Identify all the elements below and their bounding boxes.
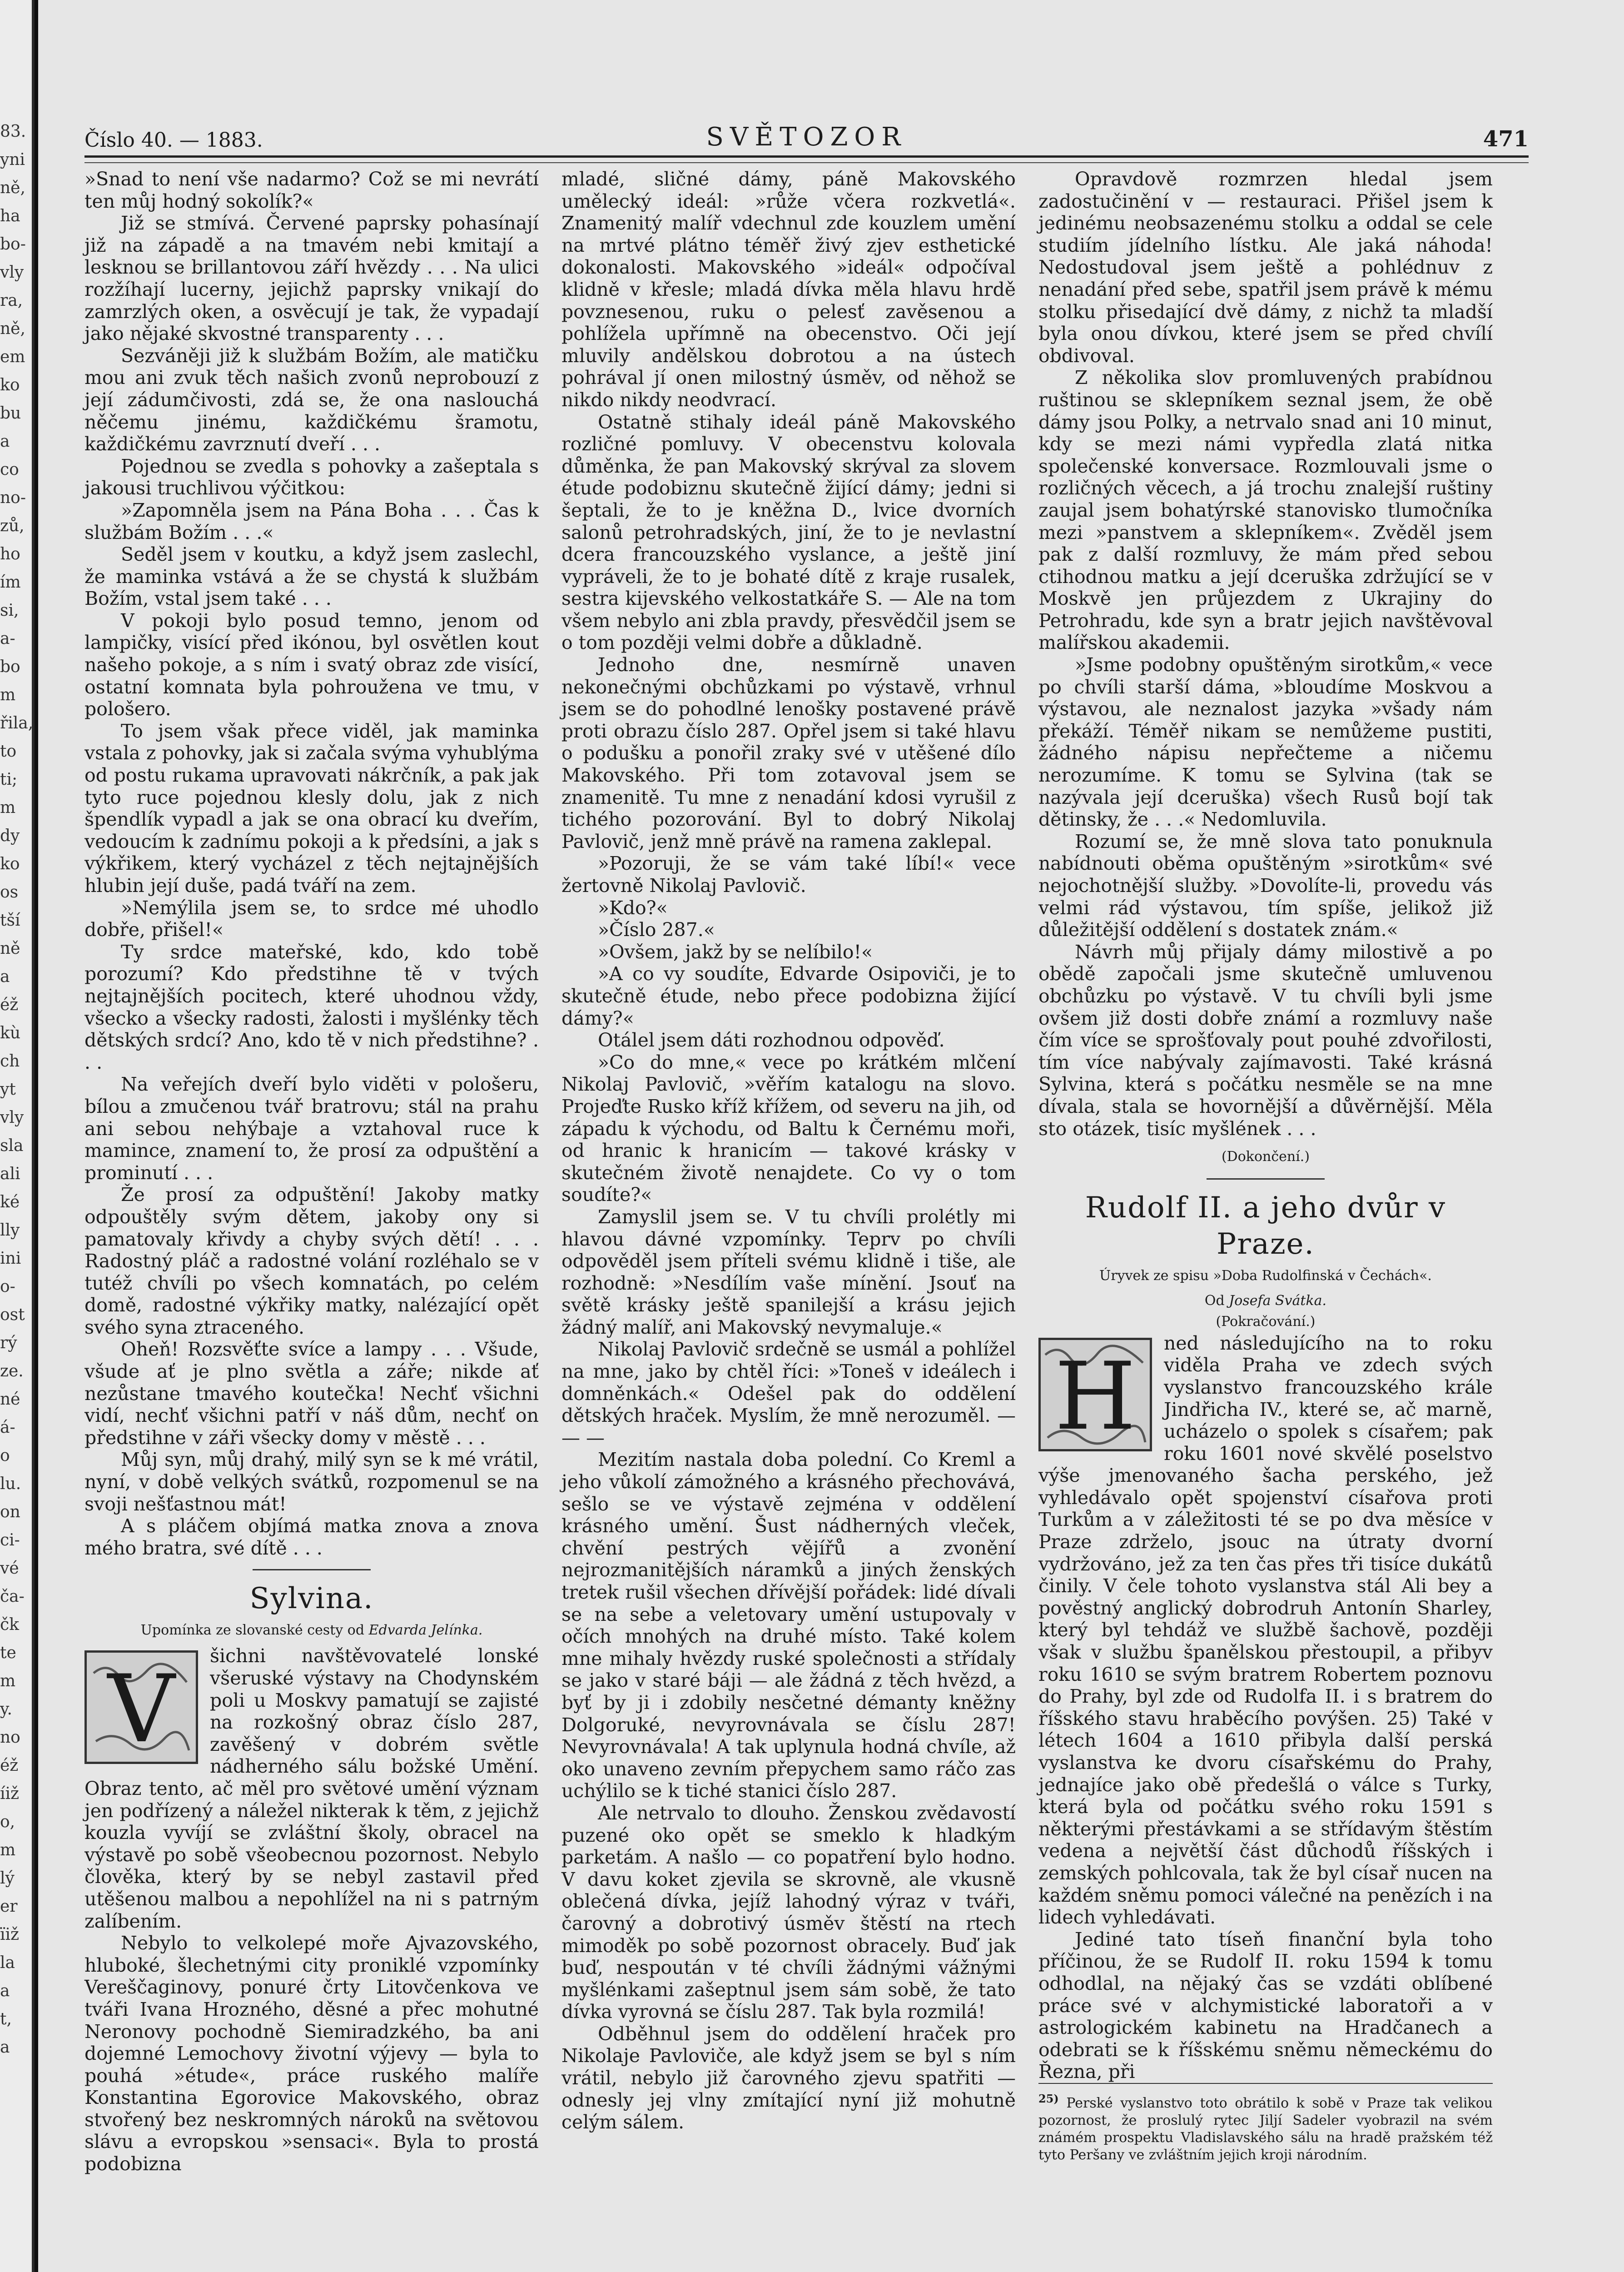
edge-fragment: ně <box>0 939 20 958</box>
edge-fragment: a <box>0 967 10 986</box>
paragraph: »Jsme podobny opuštěným sirotkům,« vece po chvíli starší dáma, »bloudíme Moskvou a výstavou, ale neznalost jazyka »všady nám překáží. Téměř nikam se nemůžeme pustiti, žádného nápisu nepřečteme a ničemu nerozumíme. K tomu se Sylvina (tak se nazývala její dceruška) všech Rusů bojí tak dětinsky, že . . .« Nedomluvila. <box>1038 654 1493 831</box>
journal-title: SVĚTOZOR <box>706 122 907 152</box>
edge-fragment: rý <box>0 1334 17 1352</box>
to-be-concluded: (Dokončení.) <box>1221 1149 1310 1165</box>
paragraph: Oheň! Rozsvěťte svíce a lampy . . . Všude, všude ať je plno světla a záře; nikde ať nezůstane tmavého koutečka! Nechť všichni vidí, nechť všichni patří v náš dům, nechť on předstihne v záři všecky domy v městě . . . <box>84 1338 539 1449</box>
sylvina-subtitle-text: Upomínka ze slovanské cesty od <box>140 1622 365 1639</box>
edge-fragment: á- <box>0 1418 15 1437</box>
paragraph: Jediné tato tíseň finanční byla toho příčinou, že se Rudolf II. roku 1594 k tomu odhodlal, na nějaký čas se vzdáti oblíbené práce své v alchymistické laboratoři a v astrologickém kabinetu na Hradčanech a odebrati se k říšskému sněmu německému do Řezna, při <box>1038 1928 1493 2083</box>
paragraph: Že prosí za odpuštění! Jakoby matky odpouštěly svým dětem, jakoby ony si pamatovaly křivdy a chyby svých dětí! . . . Radostný pláč a radostné volání rozléhalo se v tutéž chvíli po všech komnatách, po celém domě, radostné výkřiky matky, nalézající opět svého syna ztraceného. <box>84 1184 539 1338</box>
paragraph: Jednoho dne, nesmírně unaven nekonečnými obchůzkami po výstavě, vrhnul jsem se do pohodlné lenošky postavené právě proti obrazu číslo 287. Opřel jsem si také hlavu o podušku a ponořil zraky své v utěšené dílo Makovského. Při tom zotavoval jsem se znamenitě. Tu mne z nenadání kdosi vyrušil z tichého pozorování. Byl to dobrý Nikolaj Pavlovič, jenž mně právě na ramena zaklepal. <box>561 654 1016 852</box>
paragraph: Pojednou se zvedla s pohovky a zašeptala s jakousi truchlivou výčitkou: <box>84 455 539 499</box>
edge-fragment: ini <box>0 1249 21 1268</box>
edge-fragment: tší <box>0 911 20 930</box>
paragraph: »Nemýlila jsem se, to srdce mé uhodlo dobře, přišel!« <box>84 897 539 941</box>
edge-fragment: o- <box>0 1277 15 1296</box>
edge-fragment: éž <box>0 1756 19 1775</box>
paragraph: A s pláčem objímá matka znova a znova mého bratra, své dítě . . . <box>84 1515 539 1559</box>
edge-fragment: ně, <box>0 179 25 197</box>
section-divider <box>253 1569 371 1570</box>
edge-fragment: yt <box>0 1080 16 1099</box>
paragraph: »Co do mne,« vece po krátkém mlčení Nikolaj Pavlovič, »věřím katalogu na slovo. Projeďte Rusko kříž křížem, od severu na jih, od západu k východu, od Baltu k Černému moři, od hranic k hranicím — takové krásky v skutečném životě nenajdete. Co vy o tom soudíte?« <box>561 1051 1016 1206</box>
paragraph: To jsem však přece viděl, jak maminka vstala z pohovky, jak si začala svýma vyhublýma od postu rukama upravovati nákrčník, a pak jak tyto ruce pojednou klesly dolu, jak z nich špendlík vypadl a jak se ona obrací ku dveřím, vedoucím k zadnímu pokoji a k předsíni, a jak s výkřikem, který vycházel z těch nejtajnějších hlubin její duše, padá tváří na zem. <box>84 720 539 897</box>
rudolf-author: Josefa Svátka. <box>1229 1292 1327 1309</box>
rudolf-credit <box>1038 1290 1493 1311</box>
paragraph: V pokoji bylo posud temno, jenom od lampičky, visící před ikónou, byl osvětlen kout našeho pokoje, a s ním i svatý obraz zde visící, ostatní komnata byla pohroužena ve tmu, v pološero. <box>84 609 539 720</box>
edge-fragment: ho <box>0 545 20 563</box>
paragraph: »Zapomněla jsem na Pána Boha . . . Čas k službám Božím . . .« <box>84 499 539 543</box>
rudolf-subtitle: Úryvek ze spisu »Doba Rudolfinská v Čechách«. <box>1099 1267 1432 1284</box>
edge-fragment: vly <box>0 1108 24 1127</box>
paragraph: Nebylo to velkolepé moře Ajvazovského, hluboké, šlechetnými city proniklé vzpomínky Vereščaginovy, ponuré črty Litovčenkova ve tváři Ivana Hrozného, děsné a přec mohutné Neronovy pochodně Siemiradzkého, ba ani dojemné Lemochovy životní výjevy — byla to pouhá »étude«, práce ruského malíře Konstantina Egorovice Makovského, obraz stvořený bez neskromných nároků na světovou slávu a evropskou »sensaci«. Byla to prostá podobizna <box>84 1932 539 2175</box>
paragraph: »Kdo?« <box>598 897 668 919</box>
edge-fragment: si, <box>0 601 19 620</box>
edge-fragment: m <box>0 798 16 817</box>
edge-fragment: ïiž <box>0 1925 19 1944</box>
paragraph: Z několika slov promluvených prabídnou ruštinou se sklepníkem seznal jsem, že obě dámy jsou Polky, a netrvalo snad ani 10 minut, kdy se mezi námi vypředla zlatá nitka společenské konversace. Rozmlouvali jsme o rozličných věcech, a já trochu znalejší ruštiny zaujal jsem bohatýrské stanovisko tlumočníka mezi »panstvem a sklepníkem«. Zvěděl jsem pak z další rozmluvy, že mám před sebou ctihodnou matku a její dceruška zdržující se v Moskvě jen průjezdem z Ukrajiny do Petrohradu, kde syn a bratr jejich navštěvoval malířskou akademii. <box>1038 367 1493 654</box>
edge-fragment: os <box>0 883 19 902</box>
edge-fragment: vly <box>0 263 24 282</box>
edge-fragment: o, <box>0 1813 15 1831</box>
edge-fragment: zů, <box>0 517 25 535</box>
edge-fragment: 83. <box>0 122 26 141</box>
edge-fragment: m <box>0 686 16 704</box>
edge-fragment: éž <box>0 996 19 1014</box>
edge-fragment: ali <box>0 1165 20 1183</box>
page-number: 471 <box>1483 126 1529 152</box>
edge-fragment: m <box>0 1672 16 1690</box>
edge-fragment: ně, <box>0 319 25 338</box>
paragraph: Ty srdce mateřské, kdo, kdo tobě porozumí? Kdo předstihne tě v tvých nejtajnějších pocitech, které uhodnou vždy, všecko a všecky radosti, žalosti i myšlénky těch dětských srdcí? Ano, kdo tě v nich předstihne? . . . <box>84 941 539 1073</box>
paragraph: Ostatně stihaly ideál páně Makovského rozličné pomluvy. V obecenstvu kolovala důměnka, že pan Makovský skrýval za slovem étude podobiznu skutečně žijící dámy; jedni si šeptali, že to je kněžna D., lvice dvorních salonů petrohradských, jiní, že to je nevlastní dcera francouzského vyslance, a ještě jiní vypráveli, že to je bohaté dítě z kraje rusalek, sestra kijevského velkostatkáře S. — Ale na tom všem nebylo ani zbla pravdy, přesvědčil jsem se o tom později velmi dobře a důkladně. <box>561 411 1016 654</box>
paragraph: »Ovšem, jakž by se nelíbilo!« <box>598 941 873 963</box>
sylvina-subtitle <box>84 1620 539 1640</box>
svg-text:V: V <box>107 1655 175 1764</box>
footnote-text: Perské vyslanstvo toto obrátilo k sobě v Praze tak velikou pozornost, že proslulý rytec Jiljí Sadeler vyobrazil na svém známém prospektu Vladislavského sálu na hradě pražském též tyto Peršany ve zvláštním jejich kroji národním. <box>1038 2095 1493 2163</box>
paragraph: Odběhnul jsem do oddělení hraček pro Nikolaje Pavloviče, ale když jsem se byl s ním vrátil, nebylo již čarovného zjevu spatřiti — odnesly jej vlny zmítající nyní již mohutně celým sálem. <box>561 2023 1016 2133</box>
edge-fragment: a <box>0 432 10 451</box>
paragraph: Na veřejích dveří bylo viděti v pološeru, bílou a zmučenou tvář bratrovu; stál na prahu ani sebou nehýbaje a vztahoval ruce k mamince, znamení to, že prosí za odpuštění a prominutí . . . <box>84 1073 539 1184</box>
column-2 <box>561 168 1016 2186</box>
edge-fragment: ci- <box>0 1531 20 1550</box>
edge-fragment: bu <box>0 404 21 423</box>
svg-text:H: H <box>1054 1342 1136 1451</box>
edge-fragment: m <box>0 1841 16 1859</box>
edge-fragment: ch <box>0 1052 20 1071</box>
edge-fragment: bo- <box>0 235 26 254</box>
dropcap-h-ornament <box>1038 1338 1152 1451</box>
edge-fragment: ha <box>0 207 20 225</box>
header-rule <box>84 155 1529 163</box>
paragraph: Rozumí se, že mně slova tato ponuknula nabídnouti oběma opuštěným »sirotkům« své nejochotnější služby. »Dovolíte-li, provedu vás velmi rád výstavou, tím spíše, jelikož již důležitější oddělení s dostatek znám.« <box>1038 830 1493 941</box>
edge-fragment: a- <box>0 629 15 648</box>
edge-fragment: íiž <box>0 1784 19 1803</box>
edge-fragment: né <box>0 1390 20 1409</box>
edge-fragment: no <box>0 1728 20 1747</box>
continuation-note: (Pokračování.) <box>1216 1313 1316 1330</box>
edge-fragment: te <box>0 1644 16 1662</box>
edge-fragment: ra, <box>0 291 23 310</box>
edge-fragment: yni <box>0 150 25 169</box>
edge-fragment: ko <box>0 855 20 873</box>
edge-fragment: vé <box>0 1559 19 1578</box>
paragraph: »A co vy soudíte, Edvarde Osipoviči, je to skutečně étude, nebo přece podobizna žijící dámy?« <box>561 963 1016 1029</box>
footnote <box>1038 2083 1493 2164</box>
paragraph: Mezitím nastala doba polední. Co Kreml a jeho vůkolí zámožného a krásného přechovává, sešlo se ve výstavě zejména v oddělení krásného umění. Šust nádherných vleček, chvění pestrých vějířů a zvonění nejrozmanitějších náramků a jiných ženských tretek rušil všechen dřívější pořádek: lidé dívali se na sebe a veletovary umění ustupovaly v očích mnohých na druhé místo. Také kolem mne mihaly hvězdy ruské společnosti a střídaly se jako v staré báji — ale žádná z těch hvězd, a byť by ji i zdobily nesčetné démanty kněžny Dolgoruké, nevyrovnávala se číslu 287! Nevyrovnávala! A tak uplynula hodná chvíle, až oko unaveno zevním přepychem samo ráčo zas uchýlilo se k tiché stanici číslo 287. <box>561 1449 1016 1802</box>
paragraph: Otálel jsem dáti rozhodnou odpověď. <box>598 1029 945 1051</box>
paragraph: ned následujícího na to roku viděla Praha ve zdech svých vyslanstvo francouzského krále Jindřicha IV., které se, ač marně, ucházelo o spolek s císařem; pak roku 1601 nové skvělé poselstvo výše jmenovaného šacha perského, jež vyhledávalo opět spojenství císařova proti Turkům a v záležitosti té se po dva měsíce v Praze zdrželo, jsouc na útraty dvorní vydržováno, jež za ten čas přes tři tisíce dukátů činily. V čele tohoto vyslanstva stál Ali bey a pověstný anglický dobrodruh Antonín Sharley, který byl tehdáž ve službě šachově, později však v službu španělskou přestoupil, a přibyv roku 1610 se svým bratrem Robertem poznovu do Prahy, byl zde od Rudolfa II. i s bratrem do říšského stavu hraběcího povýšen. 25) Také v létech 1604 a 1610 přibyla další perská vyslanstva ke dvoru císařskému do Prahy, jednajíce jako obě předešlá o válce s Turky, která byla od počátku svého roku 1591 s některými přestávkami a se střídavým štěstím vedena a největší část důchodů říšských i zemských pohlcovala, tak že byl císař nucen na každém sněmu pomoci válečné na penězích i na lidech vyhledávati. <box>1038 1332 1493 1928</box>
edge-fragment: bo <box>0 658 20 676</box>
paragraph: »Pozoruji, že se vám také líbí!« vece žertovně Nikolaj Pavlovič. <box>561 852 1016 897</box>
paragraph: Již se stmívá. Červené paprsky pohasínají již na západě a na tmavém nebi kmitají a lesknou se brillantovou září hvězdy . . . Na ulici rozžíhají lucerny, jejichž paprsky vnikají do zamrzlých oken, a osvěcují je tak, že vypadají jako nějaké skvostné transparenty . . . <box>84 212 539 345</box>
edge-fragment: em <box>0 348 25 366</box>
rudolf-title: Rudolf II. a jeho dvůr v Praze. <box>1085 1191 1446 1261</box>
edge-fragment: ím <box>0 573 21 592</box>
paragraph: Nikolaj Pavlovič srdečně se usmál a pohlížel na mne, jako by chtěl říci: »Toneš v ideálech i domněnkách.« Odešel pak do oddělení dětských hraček. Myslím, že mně nerozuměl. — — — <box>561 1338 1016 1449</box>
edge-fragment: lly <box>0 1221 20 1240</box>
dropcap-v-ornament <box>84 1650 198 1764</box>
edge-fragment: ko <box>0 376 20 394</box>
edge-fragment: a <box>0 1982 10 2000</box>
paragraph: mladé, sličné dámy, páně Makovského umělecký ideál: »růže včera rozkvetlá«. Znamenitý malíř vdechnul zde kouzlem umění na mrtvé plátno téměř živý zjev esthetické dokonalosti. Makovského »ideál« odpočíval klidně v křesle; mladá dívka měla hlavu hrdě povznesenou, ruku o pelesť zavěsenou a pohlížela upřímně na obecenstvo. Oči její mluvily andělskou dobrotou a na ústech pohrával jí onen milostný úsměv, od něhož se nikdo nikdy neodvrací. <box>561 168 1016 411</box>
edge-fragment: lu. <box>0 1475 21 1493</box>
edge-fragment: kù <box>0 1024 20 1042</box>
edge-fragment: ost <box>0 1305 25 1324</box>
paragraph: Můj syn, můj drahý, milý syn se k mé vrátil, nyní, v době velkých svátků, rozpomenul se na svoji nešťastnou mát! <box>84 1449 539 1515</box>
footnote-mark: 25) <box>1038 2092 1059 2105</box>
paragraph: Opravdově rozmrzen hledal jsem zadostučinění v — restauraci. Přišel jsem k jedinému neobsazenému stolku a oddal se cele studiím jídelního lístku. Ale jaká náhoda! Nedostudoval jsem ještě a pohlédnuv z nenadání před sebe, spatřil jsem právě k mému stolku přisedající dvě dámy, z nichž ta mladší byla onou dívkou, které jsem se před chvílí obdivoval. <box>1038 168 1493 367</box>
gutter-shadow <box>35 0 38 2272</box>
edge-fragment: a <box>0 2038 10 2057</box>
edge-fragment: co <box>0 460 19 479</box>
edge-fragment: ké <box>0 1193 20 1211</box>
edge-fragment: y. <box>0 1700 12 1719</box>
paragraph: Zamyslil jsem se. V tu chvíli prolétly mi hlavou dávné vzpomínky. Teprv po chvíli odpověděl jsem příteli svému klidně i tiše, ale rozhodně: »Nesdílím vaše mínění. Jsouť na světě krásky ještě spanilejší a krásu jejich žádný malíř, ani Makovský nevymaluje.« <box>561 1206 1016 1338</box>
page-header <box>84 114 1529 154</box>
paragraph: Seděl jsem v koutku, a když jsem zaslechl, že maminka vstává a že se chystá k službám Božím, vstal jsem také . . . <box>84 543 539 610</box>
edge-fragment: er <box>0 1897 18 1916</box>
paragraph: šichni navštěvovatelé lonské všeruské výstavy na Chodynském poli u Moskvy pamatují se zajisté na rozkošný obraz číslo 287, zavěšený v dobrém světle nádherného sálu božské Umění. Obraz tento, ač měl pro světové umění význam jen podřízený a náležel nikterak k těm, z jejichž kouzla vyvíjí se zvláštní školy, obracel na výstavě po sobě všeobecnou pozornost. Nebylo člověka, který by se nebyl zastavil před utěšenou malbou a nepohlížel na ni s patrným zalíbením. <box>84 1645 539 1932</box>
column-3 <box>1038 168 1493 2186</box>
edge-fragment: ča- <box>0 1587 25 1606</box>
edge-fragment: ze. <box>0 1362 24 1380</box>
edge-fragment: la <box>0 1953 15 1972</box>
issue-number: Číslo 40. — 1883. <box>84 129 263 152</box>
column-1 <box>84 168 539 2186</box>
edge-fragment: t, <box>0 2010 12 2028</box>
edge-fragment: čk <box>0 1615 19 1634</box>
edge-fragment: řila, <box>0 714 34 732</box>
newspaper-page <box>35 0 1624 2272</box>
edge-fragment: sla <box>0 1136 24 1155</box>
rudolf-credit-prefix: Od <box>1204 1292 1225 1309</box>
sylvina-title: Sylvina. <box>249 1582 374 1616</box>
edge-fragment: o <box>0 1446 10 1465</box>
edge-fragment: ti; <box>0 770 18 789</box>
edge-fragment: lý <box>0 1869 15 1888</box>
edge-fragment: on <box>0 1503 20 1521</box>
edge-fragment: dy <box>0 827 20 845</box>
paragraph: Sezváněji již k službám Božím, ale matičku mou ani zvuk těch našich zvonů neprobouzí z její zádumčivosti, zdá se, že ona naslouchá něčemu jinému, každičkému šramotu, každičkému zavrznutí dveří . . . <box>84 344 539 455</box>
paragraph: Ale netrvalo to dlouho. Ženskou zvědavostí puzené oko opět se smeklo k hladkým parketám. A našlo — co popatření bylo hodno. V davu koket zjevila se skrovně, ale vkusně oblečená dívka, jejíž lahodný výraz v tváři, čarovný a dobrotivý úsměv štěstí na rtech mimoděk po sobě pozornost obracely. Buď jak buď, nespoután v té chvíli žádnými vážnými myšlénkami zašeptnul jsem sám sobě, že tato dívka vyrovná se číslu 287. Tak byla rozmilá! <box>561 1802 1016 2023</box>
section-divider <box>1207 1178 1325 1180</box>
paragraph: »Snad to není vše nadarmo? Což se mi nevrátí ten můj hodný sokolík?« <box>84 168 539 212</box>
sylvina-author: Edvarda Jelínka. <box>368 1622 483 1639</box>
edge-fragment: no- <box>0 488 26 507</box>
paragraph: Návrh můj přijaly dámy milostivě a po obědě započali jsme skutečně umluvenou obchůzku po výstavě. V tu chvíli byli jsme ovšem již dosti dobře známí a rozmluvy naše čím více se sprošťovaly pout pouhé zdvořilosti, tím více nabývaly zajímavosti. Také krásná Sylvina, která s počátku nesměle se na mne dívala, stala se hovornější a důvěrnější. Měla sto otázek, tisíc myšlének . . . <box>1038 941 1493 1140</box>
edge-fragment: to <box>0 742 17 761</box>
paragraph: »Číslo 287.« <box>598 919 715 941</box>
